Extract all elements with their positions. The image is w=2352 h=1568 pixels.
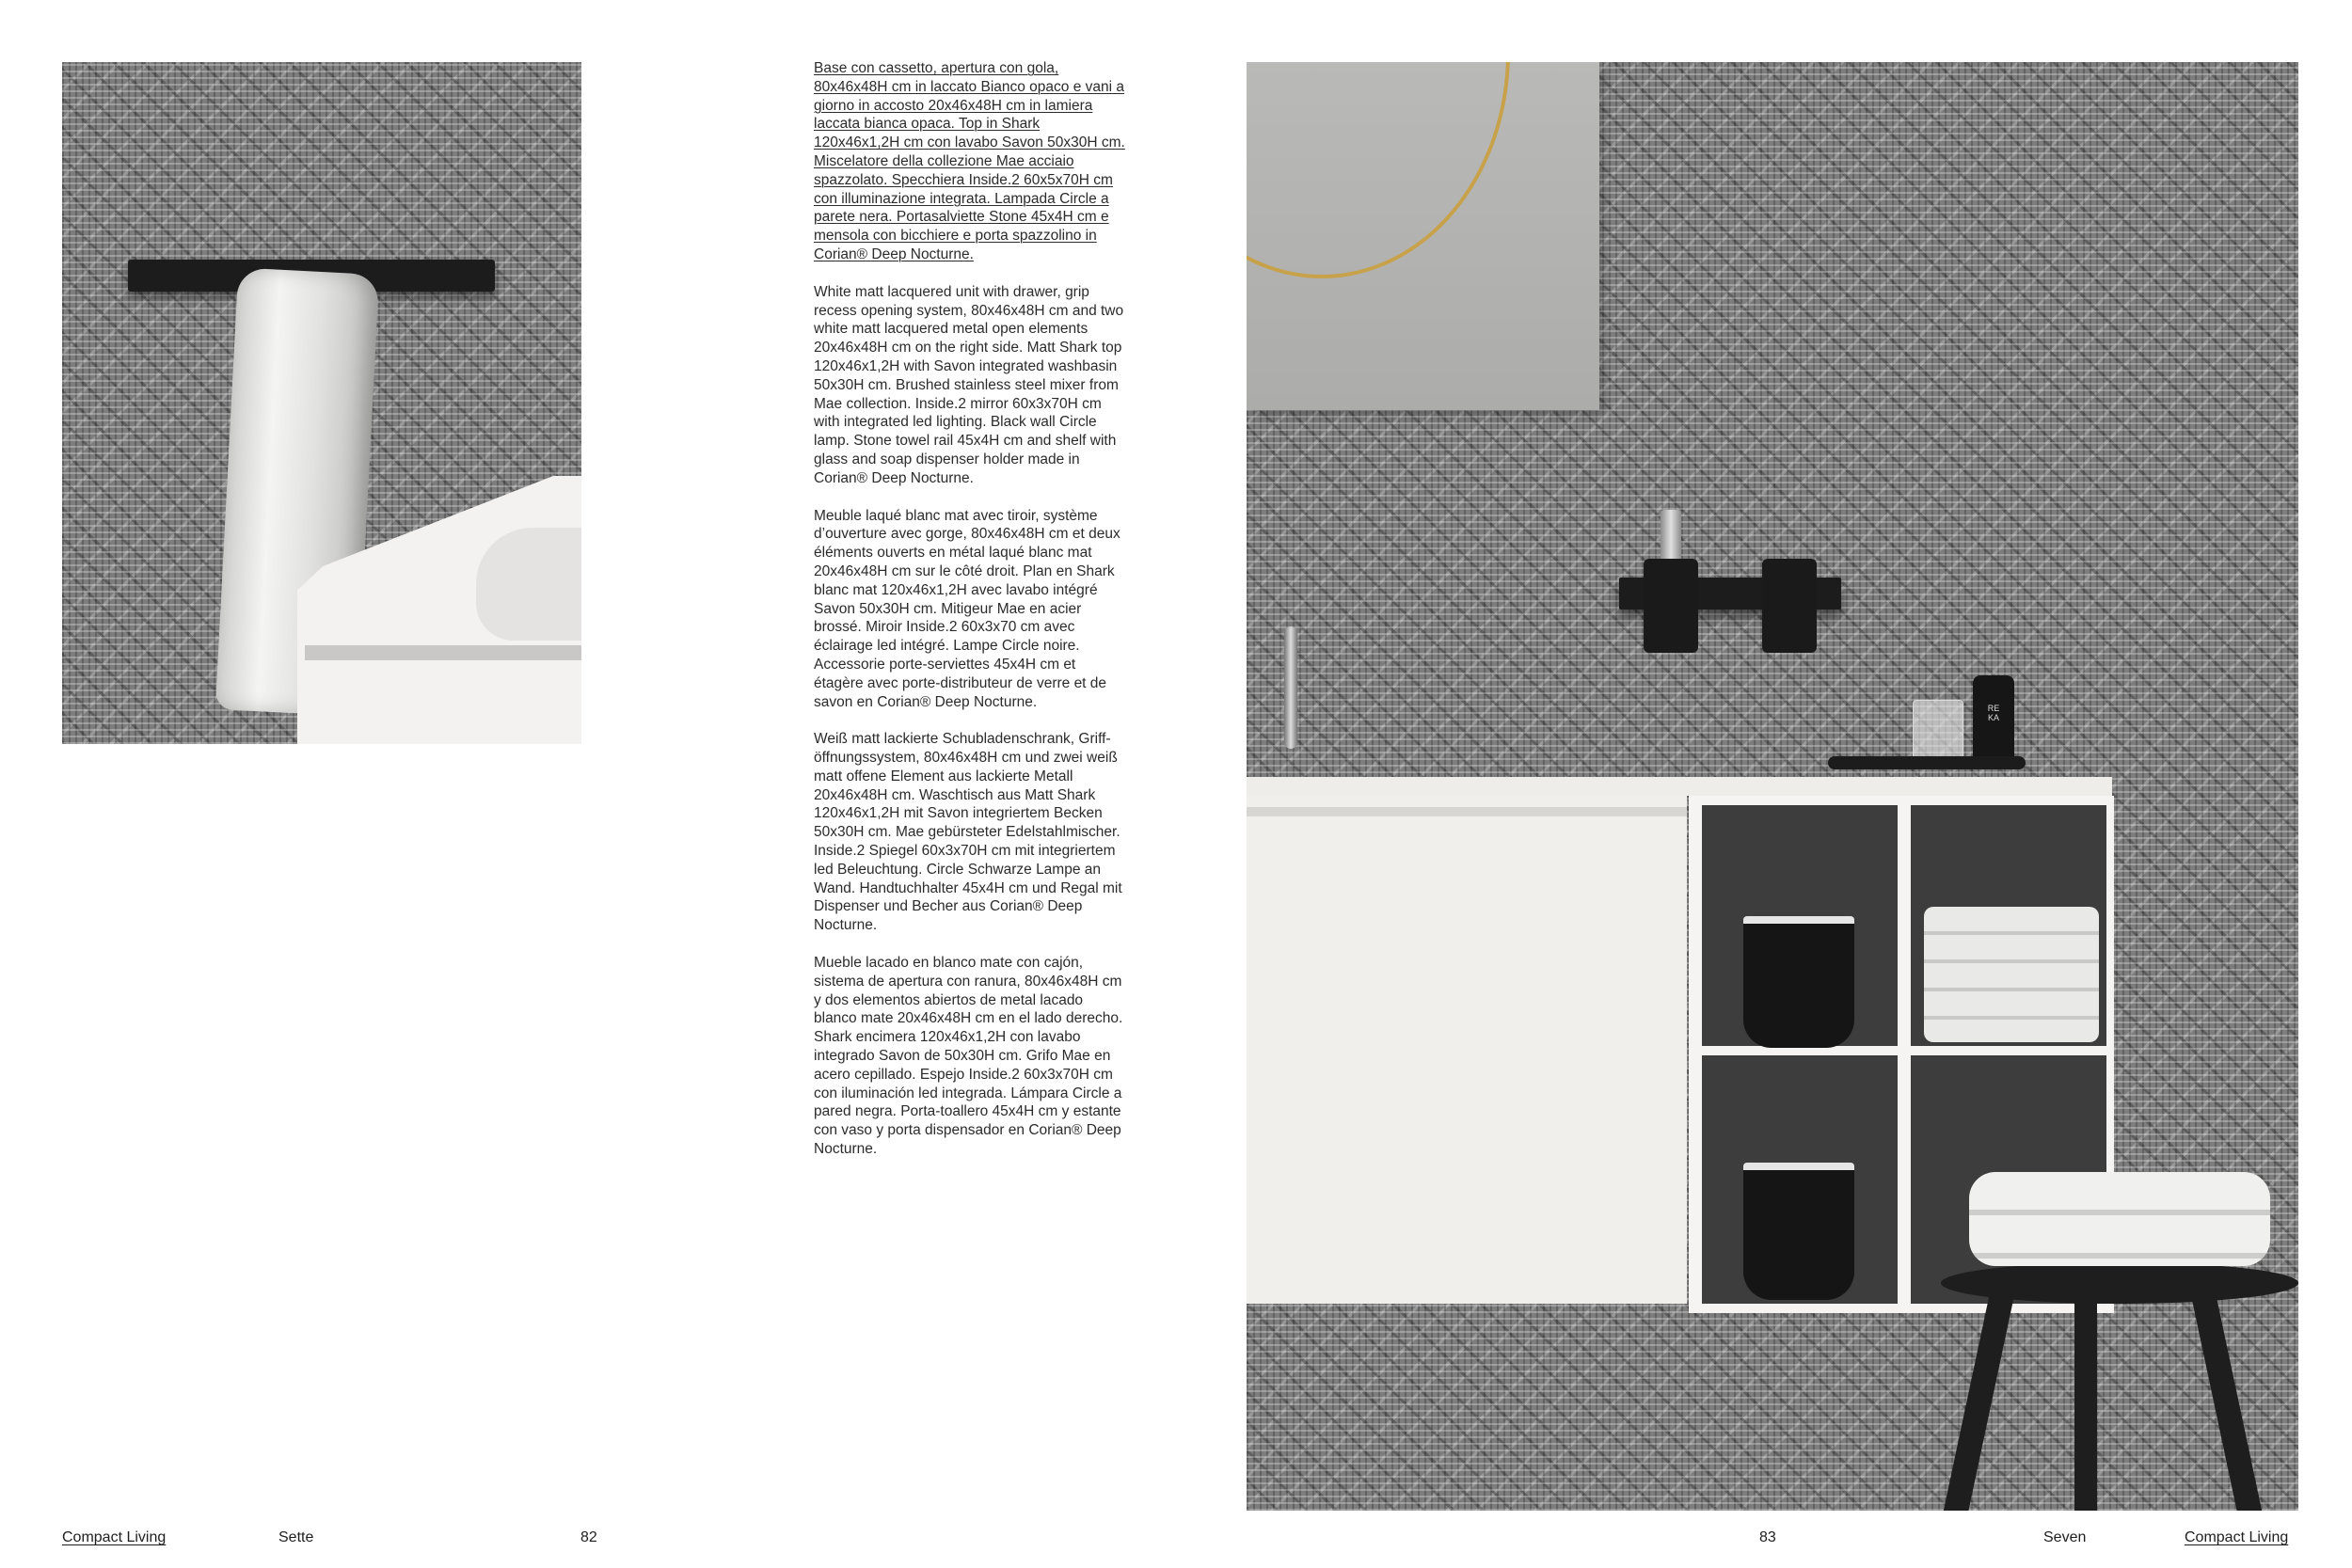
drawer-unit bbox=[1247, 796, 1687, 1304]
footer-collection-left: Sette bbox=[278, 1529, 314, 1545]
washbasin-edge bbox=[476, 528, 581, 641]
description-french: Meuble laqué blanc mat avec tiroir, système d’ouverture avec gorge, 80x46x48H cm et deux éléments ouverts en métal laqué blanc mat 20x46x48H cm sur le côté droit. Plan en Shark blanc mat 120x46x1,2H avec lavabo intégré Savon 50x30H cm. Mitigeur Mae en acier brossé. Miroir Inside.2 60x3x70 cm avec éclairage led intégré. Lampe Circle noire. Accessorie porte-serviettes 45x4H cm et étagère avec porte-distributeur de verre et de savon en Corian® Deep Nocturne. bbox=[814, 507, 1120, 710]
glass-jar bbox=[1913, 700, 1963, 760]
soap-dispenser bbox=[1644, 559, 1698, 653]
black-canister-bottom bbox=[1743, 1163, 1854, 1300]
folded-towels-shelf bbox=[1924, 907, 2099, 1042]
footer-brand-right: Compact Living bbox=[2185, 1529, 2289, 1545]
description-italian: Base con cassetto, apertura con gola, 80x46x48H cm in laccato Bianco opaco e vani a giorno in accosto 20x46x48H cm in lamiera laccata bianca opaca. Top in Shark 120x46x1,2H cm con lavabo Savon 50x30H cm. Miscelatore della collezione Mae acciaio spazzolato. Specchiera Inside.2 60x5x70H cm con illuminazione integrata. Lampada Circle a parete nera. Portasalviette Stone 45x4H cm e mensola con bicchiere e porta spazzolino in Corian® Deep Nocturne. bbox=[814, 60, 1125, 262]
black-bottle bbox=[1973, 675, 2014, 762]
towel-rail-photo bbox=[62, 62, 581, 744]
stool-leg-left bbox=[1943, 1291, 2013, 1511]
footer-page-number-left: 82 bbox=[580, 1529, 597, 1545]
description-spanish: Mueble lacado en blanco mate con cajón, sistema de apertura con ranura, 80x46x48H cm y dos elementos abiertos de metal lacado blanco mate 20x46x48H cm en el lado derecho. Shark encimera 120x46x1,2H con lavabo integrado Savon de 50x30H cm. Grifo Mae en acero cepillado. Espejo Inside.2 60x3x70H cm con iluminación led integrada. Lámpara Circle a pared negra. Porta-toallero 45x4H cm y estante con vaso y porta dispensador en Corian® Deep Nocturne. bbox=[814, 955, 1123, 1158]
toothbrush-cup bbox=[1762, 559, 1817, 653]
dispenser-pump bbox=[1661, 510, 1681, 559]
stool-leg-right bbox=[2191, 1291, 2262, 1511]
vanity-top bbox=[1247, 777, 2112, 796]
footer-page-number-right: 83 bbox=[1759, 1529, 1776, 1545]
footer-brand-left: Compact Living bbox=[62, 1529, 167, 1545]
bathroom-vanity-photo bbox=[1247, 62, 2298, 1511]
black-canister-top bbox=[1743, 916, 1854, 1048]
drawer-grip-recess bbox=[1247, 807, 1687, 816]
stool-leg-center bbox=[2074, 1294, 2097, 1511]
drawer-recess bbox=[305, 645, 581, 660]
footer-collection-right: Seven bbox=[2043, 1529, 2087, 1545]
small-tray bbox=[1828, 756, 2026, 769]
description-german: Weiß matt lackierte Schubladenschrank, Griff-öffnungssystem, 80x46x48H cm und zwei weiß matt offene Element aus lackierte Metall 20x46x48H cm. Waschtisch aus Matt Shark 120x46x1,2H mit Savon integriertem Becken 50x30H cm. Mae gebürsteter Edelstahlmischer. Inside.2 Spiegel 60x3x70H cm mit integriertem led Beleuchtung. Circle Schwarze Lampe an Wand. Handtuchhalter 45x4H cm und Regal mit Dispenser und Becher aus Corian® Deep Nocturne. bbox=[814, 731, 1122, 934]
description-english: White matt lacquered unit with drawer, grip recess opening system, 80x46x48H cm and two white matt lacquered metal open elements 20x46x48H cm on the right side. Matt Shark top 120x46x1,2H with Savon integrated washbasin 50x30H cm. Brushed stainless steel mixer from Mae collection. Inside.2 mirror 60x3x70H cm with integrated led lighting. Black wall Circle lamp. Stone towel rail 45x4H cm and shelf with glass and soap dispenser holder made in Corian® Deep Nocturne. bbox=[814, 283, 1124, 486]
mixer-tap bbox=[1284, 626, 1297, 749]
folded-towels-stool bbox=[1969, 1172, 2270, 1266]
product-description bbox=[814, 59, 1129, 1178]
bottle-label: RE KA bbox=[1987, 704, 2000, 722]
